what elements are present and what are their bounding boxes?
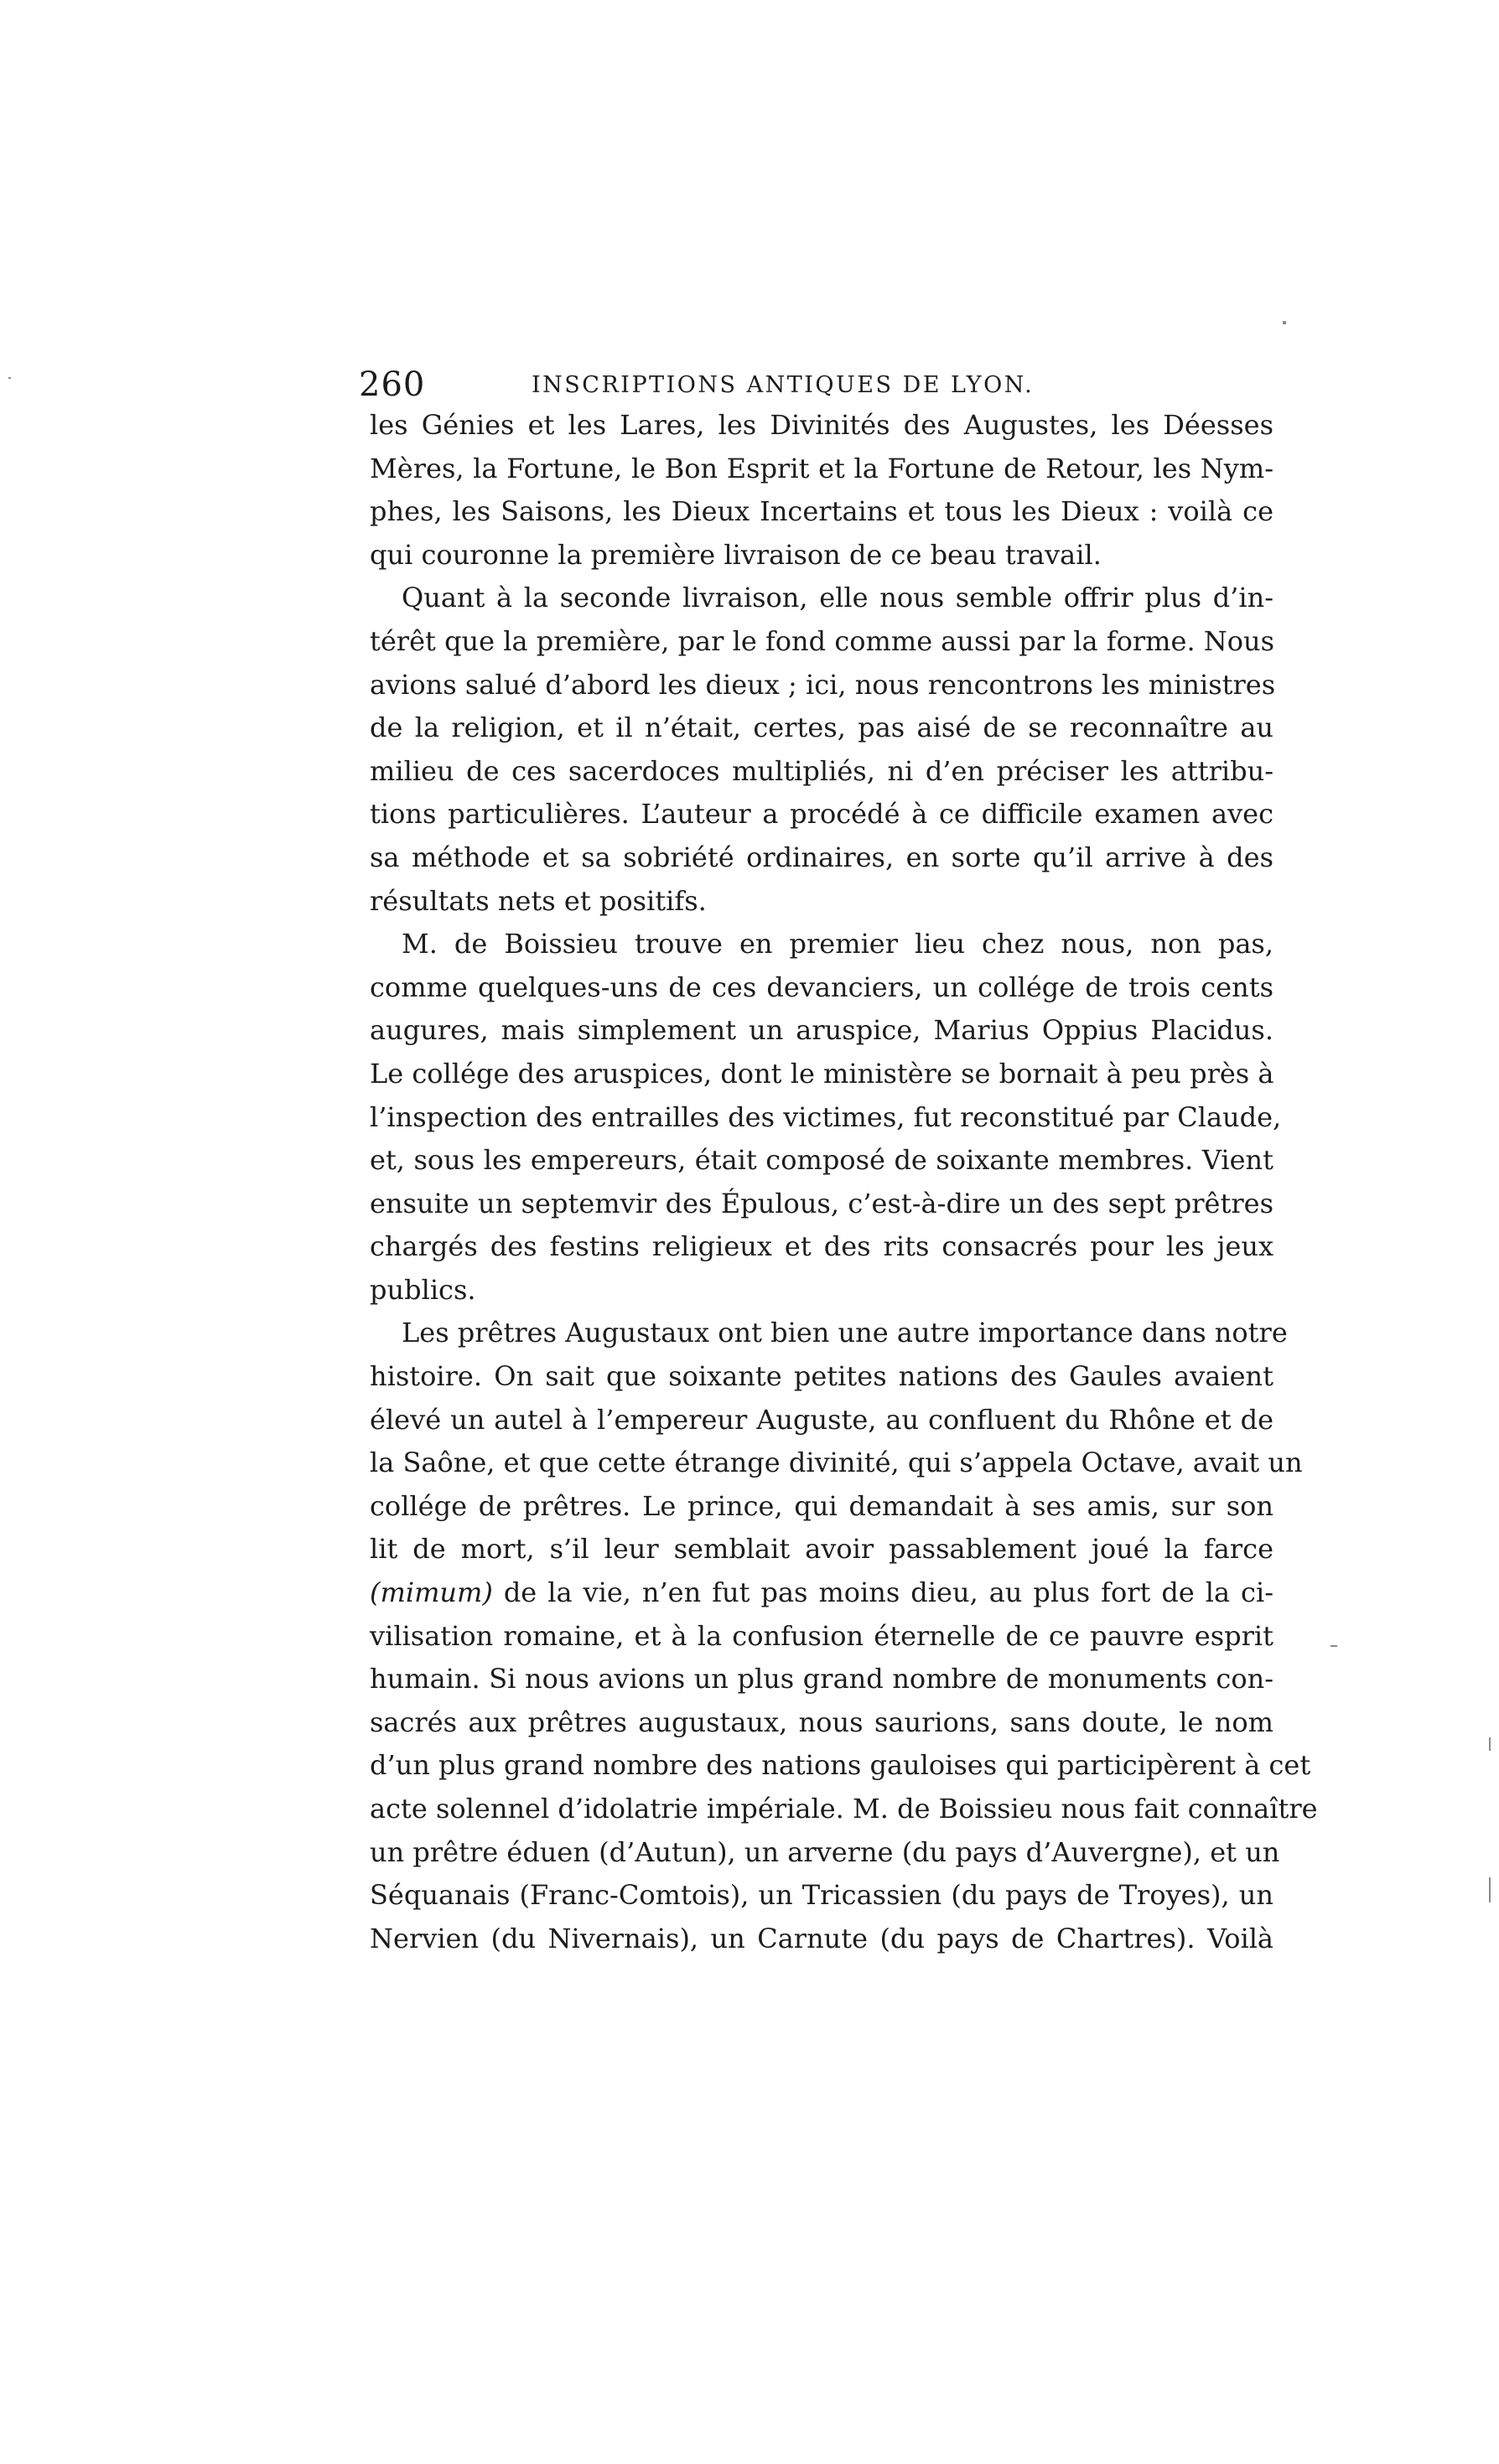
text-line: augures, mais simplement un aruspice, Marius Oppius Placidus. <box>370 1014 1273 1047</box>
text-line: histoire. On sait que soixante petites nations des Gaules avaient <box>370 1360 1273 1393</box>
text-line: élevé un autel à l’empereur Auguste, au confluent du Rhône et de <box>370 1403 1273 1436</box>
text-line: d’un plus grand nombre des nations gauloises qui participèrent à cet <box>370 1749 1311 1782</box>
text-line: ensuite un septemvir des Épulous, c’est-à-dire un des sept prêtres <box>370 1187 1273 1219</box>
italic-latin-word: (mimum) <box>370 1576 493 1609</box>
text-line: milieu de ces sacerdoces multipliés, ni d’en préciser les attribu- <box>370 754 1273 787</box>
text-line: un prêtre éduen (d’Autun), un arverne (du pays d’Auvergne), et un <box>370 1835 1280 1868</box>
text-line: chargés des festins religieux et des rits consacrés pour les jeux <box>370 1230 1273 1263</box>
text-line: M. de Boissieu trouve en premier lieu chez nous, non pas, <box>402 928 1273 960</box>
scan-speck <box>8 377 11 379</box>
page-number: 260 <box>359 365 426 404</box>
scan-speck <box>1489 1877 1491 1902</box>
text-line: Le collége des aruspices, dont le ministère se bornait à peu près à <box>370 1057 1274 1090</box>
text-line: collége de prêtres. Le prince, qui demandait à ses amis, sur son <box>370 1489 1273 1522</box>
scan-speck <box>1330 1645 1337 1647</box>
text-line: vilisation romaine, et à la confusion éternelle de ce pauvre esprit <box>370 1619 1273 1652</box>
text-line: comme quelques-uns de ces devanciers, un collége de trois cents <box>370 971 1273 1003</box>
text-line: Les prêtres Augustaux ont bien une autre importance dans notre <box>402 1317 1288 1349</box>
text-line: de la religion, et il n’était, certes, pas aisé de se reconnaître au <box>370 712 1273 744</box>
scan-speck <box>1283 321 1286 324</box>
text-line: Nervien (du Nivernais), un Carnute (du pays de Chartres). Voilà <box>370 1922 1273 1954</box>
text-line: et, sous les empereurs, était composé de soixante membres. Vient <box>370 1144 1273 1177</box>
text-line: lit de mort, s’il leur semblait avoir passablement joué la farce <box>370 1533 1273 1566</box>
text-line: humain. Si nous avions un plus grand nombre de monuments con- <box>370 1663 1273 1695</box>
text-line: Mères, la Fortune, le Bon Esprit et la Fortune de Retour, les Nym- <box>370 452 1273 484</box>
scan-speck <box>1489 1737 1491 1751</box>
text-line: l’inspection des entrailles des victimes, fut reconstitué par Claude, <box>370 1100 1282 1133</box>
running-title: INSCRIPTIONS ANTIQUES DE LYON. <box>532 372 1035 398</box>
text-line: Quant à la seconde livraison, elle nous semble offrir plus d’in- <box>402 582 1273 614</box>
text-line: qui couronne la première livraison de ce beau travail. <box>370 538 1102 571</box>
text-line: tions particulières. L’auteur a procédé à ce difficile examen avec <box>370 798 1273 831</box>
text-line: Séquanais (Franc-Comtois), un Tricassien (du pays de Troyes), un <box>370 1879 1273 1912</box>
text-line: (mimum) de la vie, n’en fut pas moins dieu, au plus fort de la ci- <box>370 1576 1273 1609</box>
text-line: résultats nets et positifs. <box>370 884 707 917</box>
text-line: avions salué d’abord les dieux ; ici, nous rencontrons les ministres <box>370 668 1276 701</box>
text-line: térêt que la première, par le fond comme aussi par la forme. Nous <box>370 624 1275 657</box>
body-text <box>370 404 1318 1960</box>
text-line: sa méthode et sa sobriété ordinaires, en sorte qu’il arrive à des <box>370 841 1273 873</box>
text-line: sacrés aux prêtres augustaux, nous saurions, sans doute, le nom <box>370 1706 1273 1738</box>
text-line: les Génies et les Lares, les Divinités des Augustes, les Déesses <box>370 409 1273 441</box>
text-line: acte solennel d’idolatrie impériale. M. de Boissieu nous fait connaître <box>370 1793 1318 1825</box>
text-line: la Saône, et que cette étrange divinité, qui s’appela Octave, avait un <box>370 1447 1303 1479</box>
text-line: publics. <box>370 1273 476 1306</box>
text-line: phes, les Saisons, les Dieux Incertains et tous les Dieux : voilà ce <box>370 495 1273 528</box>
